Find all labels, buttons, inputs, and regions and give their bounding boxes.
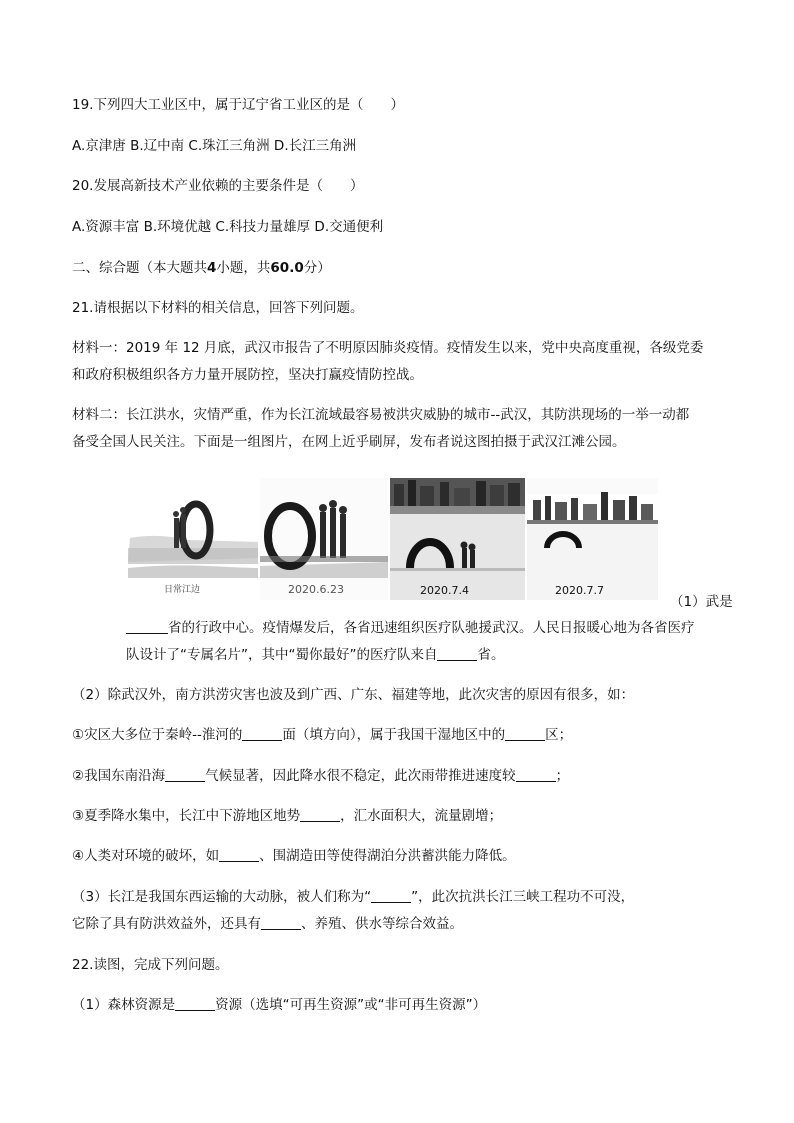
q21-p2-2b: 气候显著，因此降水很不稳定，此次雨带推进速度较: [205, 768, 516, 784]
q22-p1-b: 资源（选填“可再生资源”或“非可再生资源”）: [215, 997, 487, 1013]
q19-options: A.京津唐 B.辽中南 C.珠江三角洲 D.长江三角洲: [72, 138, 357, 154]
q21-p2-2c: ；: [555, 768, 570, 784]
section-title: [72, 258, 331, 278]
q21-material2-line2: 备受全国人民关注。下面是一组图片，在网上近乎刷屏，发布者说这图拍摄于武汉江滩公园。: [72, 434, 626, 450]
q21-p1-end: 省。: [477, 647, 505, 663]
answer-blank-medical-team-province[interactable]: [437, 646, 477, 661]
riverside-photo-0707: [527, 478, 658, 600]
q21-p2-item3: [72, 806, 502, 826]
q19-question: 19.下列四大工业区中，属于辽宁省工业区的是（ ）: [72, 97, 404, 113]
photo-3-caption: 2020.7.4: [420, 584, 469, 597]
photo-1-caption: 日常江边: [164, 585, 201, 595]
answer-blank-benefit[interactable]: [261, 915, 301, 930]
q22-intro: 22.读图，完成下列问题。: [72, 957, 229, 973]
q21-p3-line2: [72, 914, 463, 934]
section-title-end: 分）: [303, 260, 331, 276]
q21-p3-b: ”，此次抗洪长江三峡工程功不可没，: [411, 889, 635, 905]
q21-p2-3a: ③夏季降水集中，长江中下游地区地势: [72, 808, 301, 824]
q21-p3-line1: [72, 887, 634, 907]
q21-p2-item2: [72, 766, 569, 786]
section-points: 60.0: [270, 260, 304, 276]
photo-2-caption: 2020.6.23: [288, 583, 344, 596]
answer-blank-direction[interactable]: [242, 726, 282, 741]
riverside-photo-normal: [128, 478, 258, 600]
q21-p2-item1: [72, 725, 572, 745]
answer-blank-resource-type[interactable]: [175, 996, 215, 1011]
q20-options: A.资源丰富 B.环境优越 C.科技力量雄厚 D.交通便利: [72, 219, 384, 235]
q21-p1-lead: （1）武是: [670, 594, 733, 610]
q21-p3-a: （3）长江是我国东西运输的大动脉，被人们称为“: [72, 889, 372, 905]
q21-p2-2a: ②我国东南沿海: [72, 768, 166, 784]
q21-p3-d: 、养殖、供水等综合效益。: [301, 916, 463, 932]
section-title-start: 二、综合题（本大题共: [72, 260, 207, 276]
flood-photo-strip: [128, 478, 658, 600]
q21-p2-1a: ①灾区大多位于秦岭--淮河的: [72, 727, 243, 743]
q22-p1-a: （1）森林资源是: [72, 997, 176, 1013]
answer-blank-speed[interactable]: [516, 767, 556, 782]
q21-p1-text: 省的行政中心。疫情爆发后，各省迅速组织医疗队驰援武汉。人民日报暖心地为各省医疗: [168, 620, 695, 636]
q21-material1-line2: 和政府积极组织各方力量开展防控，坚决打赢疫情防控战。: [72, 367, 423, 383]
q21-p2-1c: 区；: [545, 727, 573, 743]
answer-blank-climate[interactable]: [165, 767, 205, 782]
q21-material2-line1: 材料二：长江洪水，灾情严重，作为长江流域最容易被洪灾威胁的城市--武汉，其防洪现场的一举一动都: [72, 407, 690, 423]
q22-p1: [72, 995, 486, 1015]
q21-p2-item4: [72, 846, 516, 866]
q21-p1-text2: 队设计了“专属名片”，其中“蜀你最好”的医疗队来自: [126, 647, 438, 663]
riverside-photo-0704: [390, 478, 525, 600]
answer-blank-dryness-zone[interactable]: [505, 726, 545, 741]
q21-intro: 21.请根据以下材料的相关信息，回答下列问题。: [72, 300, 364, 316]
q21-p2-intro: （2）除武汉外，南方洪涝灾害也波及到广西、广东、福建等地，此次灾害的原因有很多，如：: [72, 687, 635, 703]
q21-p2-4b: 、围湖造田等使得湖泊分洪蓄洪能力降低。: [259, 848, 516, 864]
section-title-mid: 小题，共: [216, 260, 271, 276]
q21-p1-line2: [126, 645, 504, 665]
q21-p2-3b: ，汇水面积大，流量剧增；: [340, 808, 503, 824]
answer-blank-province[interactable]: [126, 619, 168, 634]
section-question-count: 4: [207, 260, 217, 276]
answer-blank-nickname[interactable]: [371, 888, 411, 903]
q21-material1-line1: 材料一：2019 年 12 月底，武汉市报告了不明原因肺炎疫情。疫情发生以来，党中央高度重视，各级党委: [72, 340, 704, 356]
photo-4-caption: 2020.7.7: [555, 584, 604, 597]
answer-blank-damage[interactable]: [219, 847, 259, 862]
q20-question: 20.发展高新技术产业依赖的主要条件是（ ）: [72, 178, 364, 194]
riverside-photo-0623: [260, 478, 388, 600]
answer-blank-terrain[interactable]: [300, 807, 340, 822]
q21-p1-line1: [126, 618, 695, 638]
q21-p2-1b: 面（填方向），属于我国干湿地区中的: [282, 727, 506, 743]
q21-p3-c: 它除了具有防洪效益外，还具有: [72, 916, 261, 932]
q21-p2-4a: ④人类对环境的破坏，如: [72, 848, 220, 864]
